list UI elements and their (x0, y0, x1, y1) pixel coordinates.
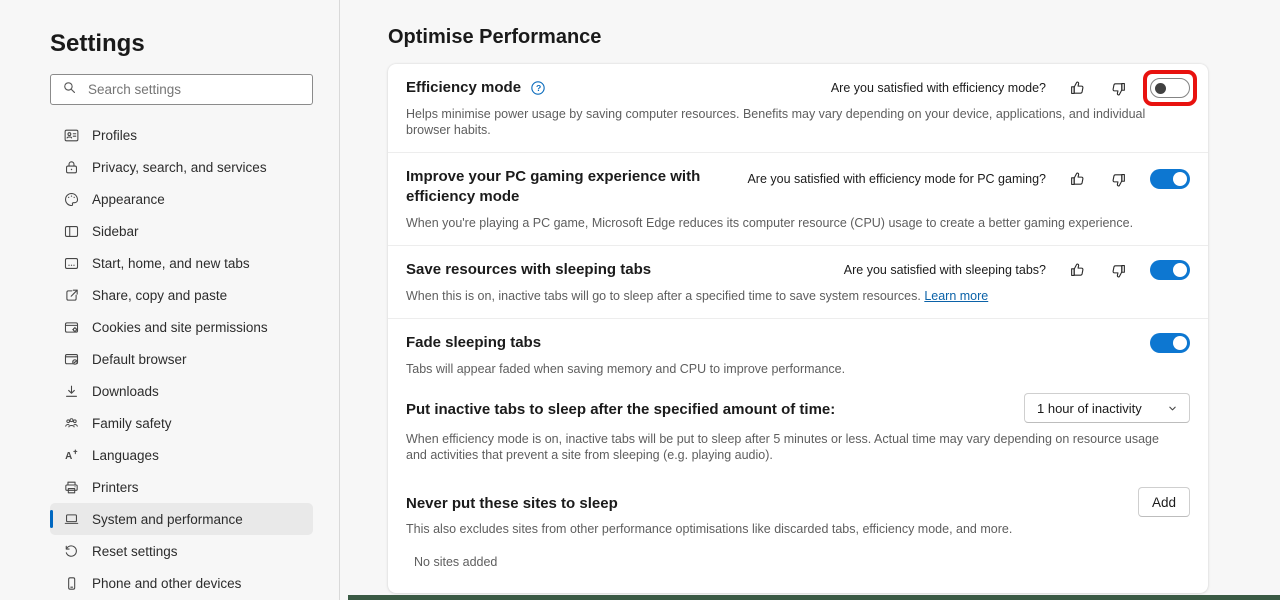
download-icon (63, 383, 80, 400)
sidebar-item-label: Start, home, and new tabs (92, 255, 250, 271)
sidebar-item-languages[interactable] (50, 439, 313, 471)
sidebar-item-reset-settings[interactable] (50, 535, 313, 567)
thumbs-down-icon (1109, 261, 1128, 280)
thumbs-down-icon (1109, 79, 1128, 98)
sidebar-title: Settings (50, 30, 145, 57)
share-icon (63, 287, 80, 304)
sidebar-item-family-safety[interactable] (50, 407, 313, 439)
printer-icon (63, 479, 80, 496)
pc-gaming-title: Improve your PC gaming experience with efficiency mode (406, 168, 701, 205)
sidebar-item-label: Phone and other devices (92, 575, 242, 591)
sleeping-tabs-title: Save resources with sleeping tabs (406, 261, 652, 278)
sidebar-item-label: Share, copy and paste (92, 287, 228, 303)
sidebar-item-label: Printers (92, 479, 139, 495)
sidebar-item-printers[interactable] (50, 471, 313, 503)
sleeping-tabs-description (406, 288, 1184, 304)
sleep-timeout-dropdown[interactable] (1024, 393, 1190, 423)
never-sleep-description: This also excludes sites from other performance optimisations like discarded tabs, efficiency mode, and more. (406, 522, 1013, 536)
phone-icon (63, 575, 80, 592)
thumbs-up-icon (1068, 170, 1087, 189)
reset-icon (63, 543, 80, 560)
thumbs-up-icon (1068, 79, 1087, 98)
dropdown-selected-value: 1 hour of inactivity (1037, 400, 1142, 416)
sleep-timeout-title: Put inactive tabs to sleep after the specified amount of time: (406, 401, 836, 418)
thumbs-down-icon (1109, 170, 1128, 189)
toggle-knob (1173, 263, 1187, 277)
sidebar-item-label: Languages (92, 447, 159, 463)
sidebar-nav (50, 119, 313, 599)
sidebar-item-appearance[interactable] (50, 183, 313, 215)
sidebar-item-label: Privacy, search, and services (92, 159, 267, 175)
sidebar-item-start-home-tabs[interactable] (50, 247, 313, 279)
fade-sleeping-tabs-title: Fade sleeping tabs (406, 334, 542, 351)
sidebar-item-share-copy-paste[interactable] (50, 279, 313, 311)
laptop-icon (63, 511, 80, 528)
pc-gaming-toggle[interactable] (1150, 169, 1190, 189)
selected-accent-bar (50, 510, 53, 528)
sidebar-panel-icon (63, 223, 80, 240)
toggle-knob (1173, 336, 1187, 350)
sleep-timeout-description: When efficiency mode is on, inactive tabs will be put to sleep after 5 minutes or less. Actual time may vary depending on resource usage and activities that prevent a site from sleeping (e.g. playing audio). (406, 432, 1159, 462)
efficiency-mode-toggle[interactable] (1150, 78, 1190, 98)
section-sleeping-tabs (388, 246, 1208, 319)
toggle-knob (1155, 83, 1166, 94)
sidebar-item-profiles[interactable] (50, 119, 313, 151)
sidebar-item-label: System and performance (92, 511, 243, 527)
sidebar-item-label: Profiles (92, 127, 138, 143)
sleeping-tabs-description-text: When this is on, inactive tabs will go to sleep after a specified time to save system resources. (406, 289, 921, 303)
lock-icon (63, 159, 80, 176)
sidebar-item-downloads[interactable] (50, 375, 313, 407)
section-efficiency-mode (388, 64, 1208, 153)
sidebar-item-default-browser[interactable] (50, 343, 313, 375)
new-tab-icon (63, 255, 80, 272)
sidebar-item-phone-devices[interactable] (50, 567, 313, 599)
palette-icon (63, 191, 80, 208)
sidebar-item-label: Cookies and site permissions (92, 319, 268, 335)
no-sites-text: No sites added (414, 555, 498, 569)
sleeping-tabs-feedback-question: Are you satisfied with sleeping tabs? (843, 263, 1046, 277)
page-title: Optimise Performance (388, 26, 602, 48)
search-icon (51, 79, 86, 101)
sidebar-item-label: Downloads (92, 383, 159, 399)
learn-more-link[interactable]: Learn more (924, 289, 989, 303)
thumbs-up-icon (1068, 261, 1087, 280)
chevron-down-icon (1166, 402, 1179, 415)
thumbs-up-button[interactable] (1068, 261, 1087, 280)
performance-settings-card (388, 64, 1208, 593)
efficiency-feedback-question: Are you satisfied with efficiency mode? (830, 81, 1046, 95)
sidebar-item-cookies-permissions[interactable] (50, 311, 313, 343)
languages-icon (63, 447, 80, 464)
thumbs-down-button[interactable] (1109, 261, 1128, 280)
family-icon (63, 415, 80, 432)
sidebar-item-system-performance[interactable] (50, 503, 313, 535)
section-never-sleep-sites (388, 477, 1208, 593)
pc-gaming-description: When you're playing a PC game, Microsoft Edge reduces its computer resource (CPU) usage to create a better gaming experience. (406, 216, 1134, 230)
settings-sidebar (0, 0, 340, 600)
pc-gaming-feedback-question: Are you satisfied with efficiency mode for PC gaming? (747, 172, 1046, 186)
thumbs-down-button[interactable] (1109, 170, 1128, 189)
thumbs-down-button[interactable] (1109, 79, 1128, 98)
sidebar-item-label: Reset settings (92, 543, 178, 559)
never-sleep-title: Never put these sites to sleep (406, 495, 618, 512)
svg-text:A: A (65, 450, 73, 462)
thumbs-up-button[interactable] (1068, 170, 1087, 189)
profiles-icon (63, 127, 80, 144)
cookies-gear-icon (63, 319, 80, 336)
sleeping-tabs-toggle[interactable] (1150, 260, 1190, 280)
sidebar-item-sidebar[interactable] (50, 215, 313, 247)
fade-sleeping-tabs-description: Tabs will appear faded when saving memory and CPU to improve performance. (406, 362, 846, 376)
sidebar-item-label: Default browser (92, 351, 187, 367)
browser-check-icon (63, 351, 80, 368)
sidebar-item-label: Sidebar (92, 223, 139, 239)
help-icon[interactable] (529, 79, 547, 97)
fade-sleeping-tabs-toggle[interactable] (1150, 333, 1190, 353)
efficiency-mode-title: Efficiency mode (406, 79, 522, 96)
add-site-button[interactable]: Add (1138, 487, 1190, 517)
section-sleep-timeout (388, 387, 1208, 477)
section-fade-sleeping-tabs (388, 319, 1208, 387)
thumbs-up-button[interactable] (1068, 79, 1087, 98)
toggle-knob (1173, 172, 1187, 186)
sidebar-item-privacy[interactable] (50, 151, 313, 183)
search-box[interactable] (50, 74, 313, 105)
main-content (341, 0, 1280, 600)
svg-text:?: ? (536, 83, 542, 93)
section-pc-gaming (388, 153, 1208, 246)
bottom-green-bar (348, 595, 1280, 600)
search-input[interactable] (86, 81, 290, 98)
sidebar-item-label: Family safety (92, 415, 172, 431)
efficiency-mode-description: Helps minimise power usage by saving computer resources. Benefits may vary depending on your device, applications, and individual browser habits. (406, 107, 1146, 137)
sidebar-item-label: Appearance (92, 191, 165, 207)
